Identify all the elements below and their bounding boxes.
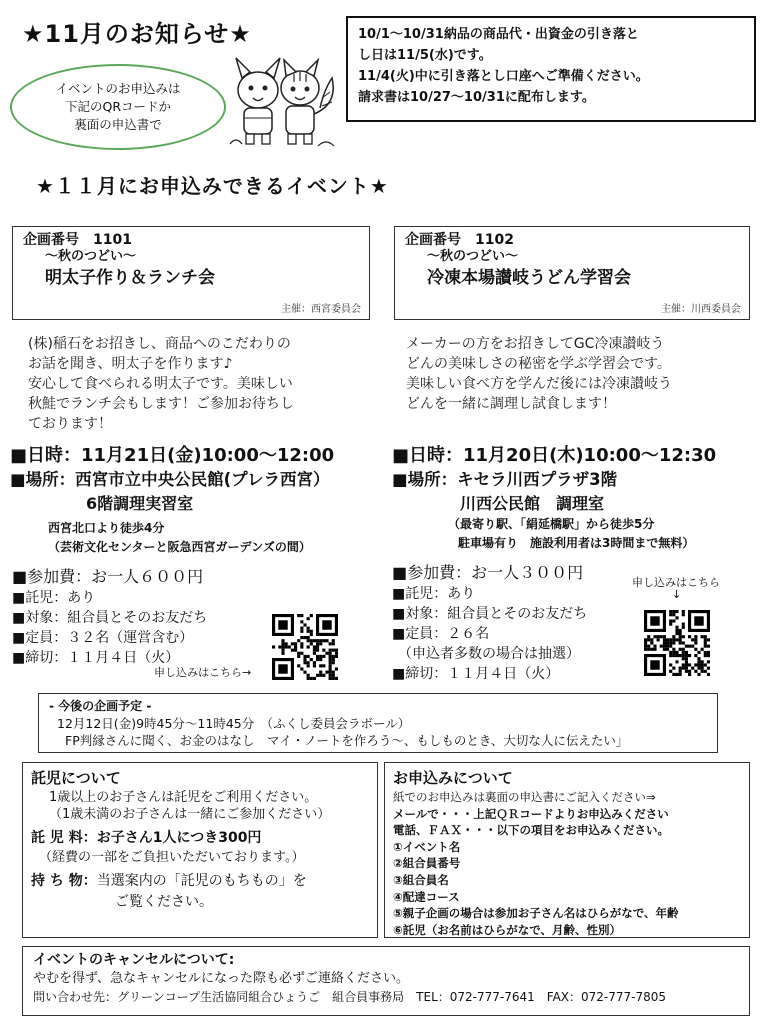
event-1102-header [394, 226, 750, 320]
event-1102-place: ■場所：キセラ川西プラザ3階 [392, 470, 618, 489]
childcare-panel [22, 762, 378, 938]
description-line: メーカーの方をお招きしてGC冷凍讃岐う [406, 336, 665, 352]
event-1101-facts [12, 566, 207, 668]
deadline-line: ■締切：１１月４日（火） [12, 650, 180, 666]
event-1101-header [12, 226, 370, 320]
fee-value: お子さん1人につき300円 [96, 830, 262, 846]
speech-bubble [10, 64, 226, 150]
event-1101-description [28, 334, 378, 434]
application-line: メールで・・・上記ＱＲコードよりお申込みください [393, 806, 669, 821]
fee-line: ■参加費：お一人３００円 [392, 563, 584, 582]
childcare-items [31, 870, 369, 892]
capacity-line: ■定員：３２名（運営含む） [12, 630, 194, 646]
qr-code-icon[interactable] [272, 614, 338, 680]
notice-line: 11/4(火)中に引き落とし口座へご準備ください。 [358, 69, 649, 84]
event-number: 企画番号 1101 [23, 232, 132, 248]
qr-label: 申し込みはこちら [632, 576, 720, 589]
schedule-line: 12月12日(金)9時45分～11時45分 （ふくし委員会ラボール） [57, 716, 411, 731]
events-heading: ★１１月にお申込みできるイベント★ [36, 174, 389, 198]
application-item: ②組合員番号 [393, 856, 461, 871]
qr-label: 申し込みはこちら→ [154, 666, 252, 679]
target-line: ■対象：組合員とそのお友だち [392, 606, 588, 622]
childcare-line: 1歳以上のお子さんは託児をご利用ください。 [49, 790, 318, 805]
arrow-down-icon: ↓ [672, 588, 682, 601]
event-name: 明太子作り＆ランチ会 [45, 268, 215, 288]
description-line: どんの美味しさの秘密を学ぶ学習会です。 [406, 356, 671, 372]
event-1102-access: （最寄り駅、「絹延橋駅」から徒歩5分 [448, 517, 655, 531]
event-number: 企画番号 1102 [405, 232, 514, 248]
application-item: ⑥託児（お名前はひらがなで、月齢、性別） [393, 922, 622, 937]
fee-note: （経費の一部をご負担いただいております。） [39, 850, 305, 865]
fee-line: ■参加費：お一人６００円 [12, 567, 204, 586]
application-item: ④配達コース [393, 889, 460, 904]
event-1102-room: 川西公民館 調理室 [460, 494, 605, 513]
cancel-line: やむを得ず、急なキャンセルになった際も必ずご連絡ください。 [33, 971, 409, 986]
childcare-line: ■託児：あり [12, 590, 96, 606]
notice-line: 10/1～10/31納品の商品代・出資金の引き落と [358, 27, 639, 42]
event-subtitle: ～秋のつどい～ [45, 249, 137, 264]
event-organizer: 主催：川西委員会 [661, 304, 741, 315]
deadline-line: ■締切：１１月４日（火） [392, 666, 560, 682]
childcare-heading: 託児について [31, 769, 121, 787]
page-title: ★11月のお知らせ★ [22, 20, 252, 48]
description-line: どんを一緒に調理し試食します！ [406, 396, 616, 412]
event-subtitle: ～秋のつどい～ [427, 249, 519, 264]
notice-line: 請求書は10/27～10/31に配布します。 [358, 90, 595, 105]
qr-code-icon[interactable] [644, 610, 710, 676]
description-line: (株)稲石をお招きし、商品へのこだわりの [28, 336, 291, 352]
description-line: 美味しい食べ方を学んだ後には冷凍讃岐う [406, 376, 672, 392]
items-key: 持 ち 物： [31, 873, 97, 889]
notice-line: し日は11/5(水)です。 [358, 48, 492, 63]
description-line: 秋鮭でランチ会もします！ご参加お待ちし [28, 396, 294, 412]
mascot-illustration [222, 48, 340, 152]
childcare-fee [31, 827, 369, 849]
schedule-line: FP判縁さんに聞く、お金のはなし マイ・ノートを作ろう～、もしものとき、大切な人に伝えたい」 [65, 733, 629, 748]
childcare-line: （1歳未満のお子さんは一緒にご参加ください） [49, 807, 331, 822]
application-heading: お申込みについて [393, 769, 513, 787]
bubble-line: 裏面の申込書で [74, 117, 162, 132]
event-1102-description [406, 334, 746, 414]
event-1102-date: ■日時：11月20日(木)10:00～12:30 [392, 445, 717, 466]
lottery-note: （申込者多数の場合は抽選） [398, 646, 580, 662]
bubble-line: 下記のQRコードか [64, 99, 172, 114]
application-item: ①イベント名 [393, 839, 461, 854]
event-1101-date: ■日時：11月21日(金)10:00～12:00 [10, 445, 335, 466]
target-line: ■対象：組合員とそのお友だち [12, 610, 208, 626]
items-value: 当選案内の「託児のもちもの」を [96, 873, 307, 889]
description-line: お話を聞き、明太子を作ります♪ [28, 356, 233, 372]
event-1102-facts [392, 562, 587, 684]
fee-key: 託 児 料： [31, 830, 97, 846]
description-line: 安心して食べられる明太子です。美味しい [28, 376, 293, 392]
cancellation-box [22, 946, 750, 1016]
application-item: ③組合員名 [393, 872, 449, 887]
payment-notice-box [346, 16, 756, 122]
event-1101-place: ■場所：西宮市立中央公民館(プレラ西宮） [10, 470, 330, 489]
cancel-heading: イベントのキャンセルについて: [33, 952, 235, 968]
items-value: ご覧ください。 [115, 894, 213, 910]
application-item: ⑤親子企画の場合は参加お子さん名はひらがなで、年齢 [393, 906, 679, 921]
event-name: 冷凍本場讃岐うどん学習会 [427, 268, 631, 288]
description-line: ております！ [28, 416, 112, 432]
application-line: 電話、ＦＡＸ・・・以下の項目をお申込みください。 [393, 823, 669, 838]
capacity-line: ■定員：２６名 [392, 626, 490, 642]
bubble-line: イベントのお申込みは [55, 81, 181, 96]
upcoming-schedule-box [38, 693, 718, 753]
contact-line: 問い合わせ先：グリーンコープ生活協同組合ひょうご 組合員事務局 TEL：072-777-7641 FAX：072-777-7805 [33, 990, 667, 1004]
application-panel [384, 762, 750, 938]
event-organizer: 主催：西宮委員会 [281, 304, 361, 315]
event-1102-parking: 駐車場有り 施設利用者は3時間まで無料） [458, 536, 695, 550]
event-1101-room: 6階調理実習室 [86, 494, 194, 513]
application-line: 紙でのお申込みは裏面の申込書にご記入ください⇒ [393, 790, 656, 804]
event-1101-access: 西宮北口より徒歩4分 [48, 521, 165, 535]
schedule-heading: - 今後の企画予定 - [49, 699, 152, 713]
event-1101-access-note: （芸術文化センターと阪急西宮ガーデンズの間） [48, 540, 311, 554]
childcare-line: ■託児：あり [392, 586, 476, 602]
